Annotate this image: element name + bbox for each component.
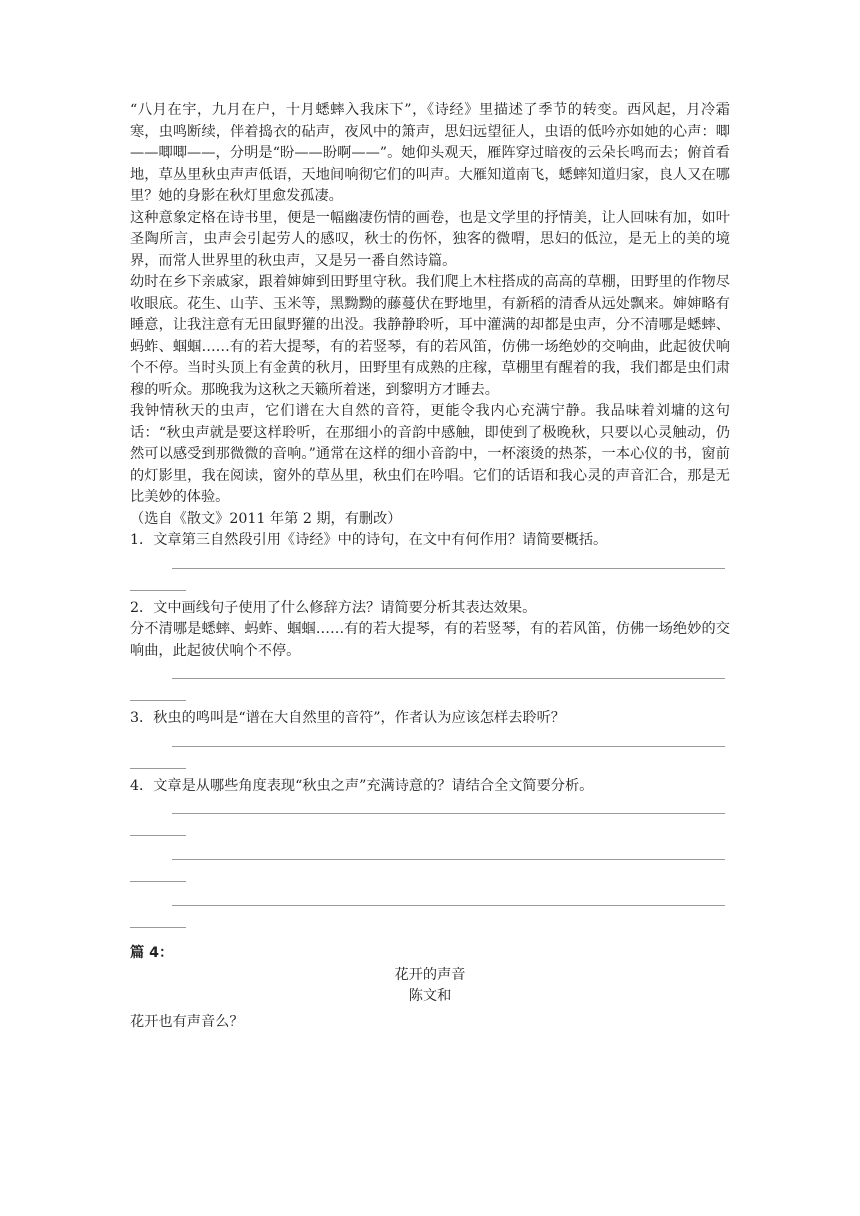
passage-paragraph-3: 幼时在乡下亲戚家，跟着婶婶到田野里守秋。我们爬上木柱搭成的高高的草棚，田野里的作物尽收眼底。花生、山芋、玉米等，黑黝黝的藤蔓伏在野地里，有新稻的清香从远处飘来。婶婶略有睡意，让我注意有无田鼠野獾的出没。我静静聆听，耳中灌满的却都是虫声，分不清哪是蟋蟀、蚂蚱、蝈蝈……有的若大提琴，有的若竖琴，有的若风笛，仿佛一场绝妙的交响曲，此起彼伏响个不停。当时头顶上有金黄的秋月，田野里有成熟的庄稼，草棚里有醒着的我，我们都是虫们肃穆的听众。那晚我为这秋之天籁所着迷，到黎明方才睡去。 [130,274,730,398]
quoted-sentence: 分不清哪是蟋蟀、蚂蚱、蝈蝈……有的若大提琴，有的若竖琴，有的若风笛，仿佛一场绝妙的交响曲，此起彼伏响个不停。 [130,621,730,659]
question-2: 2．文中画线句子使用了什么修辞方法？请简要分析其表达效果。 [130,599,537,616]
passage-source: （选自《散文》2011 年第 2 期，有删改） [130,510,402,527]
passage-paragraph-1: “八月在宇，九月在户，十月蟋蟀入我床下”，《诗经》里描述了季节的转变。西风起，月冷霜寒，虫鸣断续，伴着捣衣的砧声，夜风中的箫声，思妇远望征人，虫语的低吟亦如她的心声：唧——唧唧——，分明是“盼——盼啊——”。她仰头观天，雁阵穿过暗夜的云朵长鸣而去；俯首看地，草丛里秋虫声声低语，天地间响彻它们的叫声。大雁知道南飞，蟋蟀知道归家，良人又在哪里？她的身影在秋灯里愈发孤凄。 [130,102,730,204]
question-1: 1．文章第三自然段引用《诗经》中的诗句，在文中有何作用？请简要概括。 [130,532,608,548]
answer-area-3[interactable] [130,730,730,776]
answer-area-1[interactable] [130,552,730,598]
answer-area-2[interactable] [130,662,730,708]
section-label: 篇 4： [130,945,174,961]
section-title: 花开的声音 [394,966,466,983]
question-4: 4．文章是从哪些角度表现“秋虫之声”充满诗意的？请结合全文简要分析。 [130,777,594,794]
answer-area-4c[interactable] [130,889,730,935]
section-first-line: 花开也有声音么？ [130,1013,244,1030]
document-page [130,100,730,1033]
answer-area-4a[interactable] [130,797,730,843]
section-author: 陈文和 [408,988,452,1004]
question-3: 3．秋虫的鸣叫是“谱在大自然里的音符”，作者认为应该怎样去聆听？ [130,710,565,726]
answer-area-4b[interactable] [130,843,730,889]
passage-paragraph-4: 我钟情秋天的虫声，它们谱在大自然的音符，更能令我内心充满宁静。我品味着刘墉的这句话：“秋虫声就是要这样聆听，在那细小的音韵中感触，即使到了极晚秋，只要以心灵触动，仍然可以感受到那微微的音响。”通常在这样的细小音韵中，一杯滚烫的热茶，一本心仪的书，窗前的灯影里，我在阅读，窗外的草丛里，秋虫们在吟唱。它们的话语和我心灵的声音汇合，那是无比美妙的体验。 [130,403,730,505]
passage-paragraph-2: 这种意象定格在诗书里，便是一幅幽凄伤情的画卷，也是文学里的抒情美，让人回味有加，如叶圣陶所言，虫声会引起劳人的感叹，秋士的伤怀，独客的微喟，思妇的低泣，是无上的美的境界，而常人世界里的秋虫声，又是另一番自然诗篇。 [130,209,730,269]
